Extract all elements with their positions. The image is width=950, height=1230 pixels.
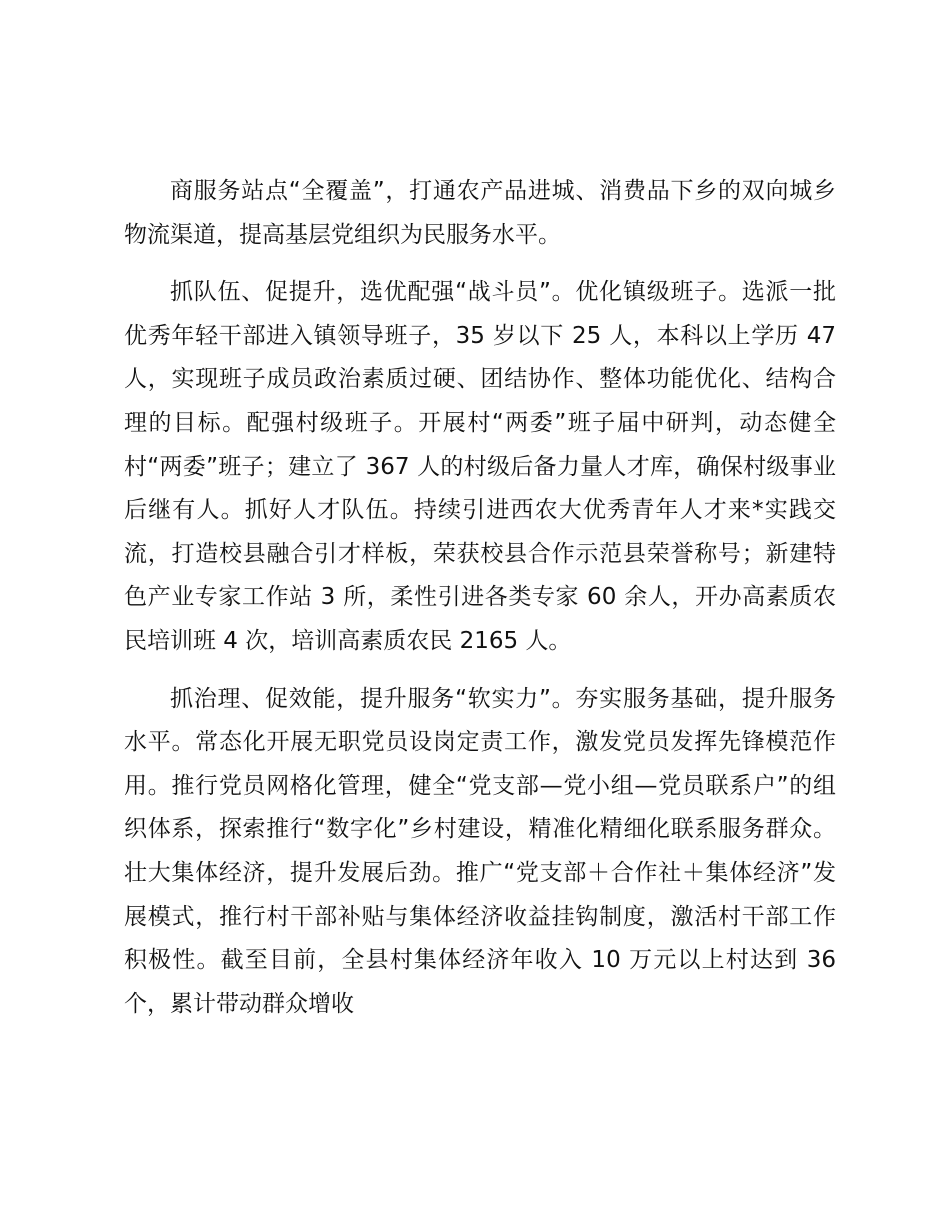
paragraph-team-building: 抓队伍、促提升，选优配强“战斗员”。优化镇级班子。选派一批优秀年轻干部进入镇领导班子，35 岁以下 25 人，本科以上学历 47 人，实现班子成员政治素质过硬、团结协作、整体功能优化、结构合理的目标。配强村级班子。开展村“两委”班子届中研判，动态健全村“两委”班子；建立了 367 人的村级后备力量人才库，确保村级事业后继有人。抓好人才队伍。持续引进西农大优秀青年人才来*实践交流，打造校县融合引才样板，荣获校县合作示范县荣誉称号；新建特色产业专家工作站 3 所，柔性引进各类专家 60 余人，开办高素质农民培训班 4 次，培训高素质农民 2165 人。 bbox=[124, 279, 836, 654]
body-text bbox=[124, 170, 836, 1040]
paragraph-service-stations: 商服务站点“全覆盖”，打通农产品进城、消费品下乡的双向城乡物流渠道，提高基层党组织为民服务水平。 bbox=[124, 178, 836, 248]
paragraph-governance: 抓治理、促效能，提升服务“软实力”。夯实服务基础，提升服务水平。常态化开展无职党员设岗定责工作，激发党员发挥先锋模范作用。推行党员网格化管理，健全“党支部—党小组—党员联系户”的组织体系，探索推行“数字化”乡村建设，精准化精细化联系服务群众。壮大集体经济，提升发展后劲。推广“党支部＋合作社＋集体经济”发展模式，推行村干部补贴与集体经济收益挂钩制度，激活村干部工作积极性。截至目前，全县村集体经济年收入 10 万元以上村达到 36 个，累计带动群众增收 bbox=[124, 685, 836, 1017]
